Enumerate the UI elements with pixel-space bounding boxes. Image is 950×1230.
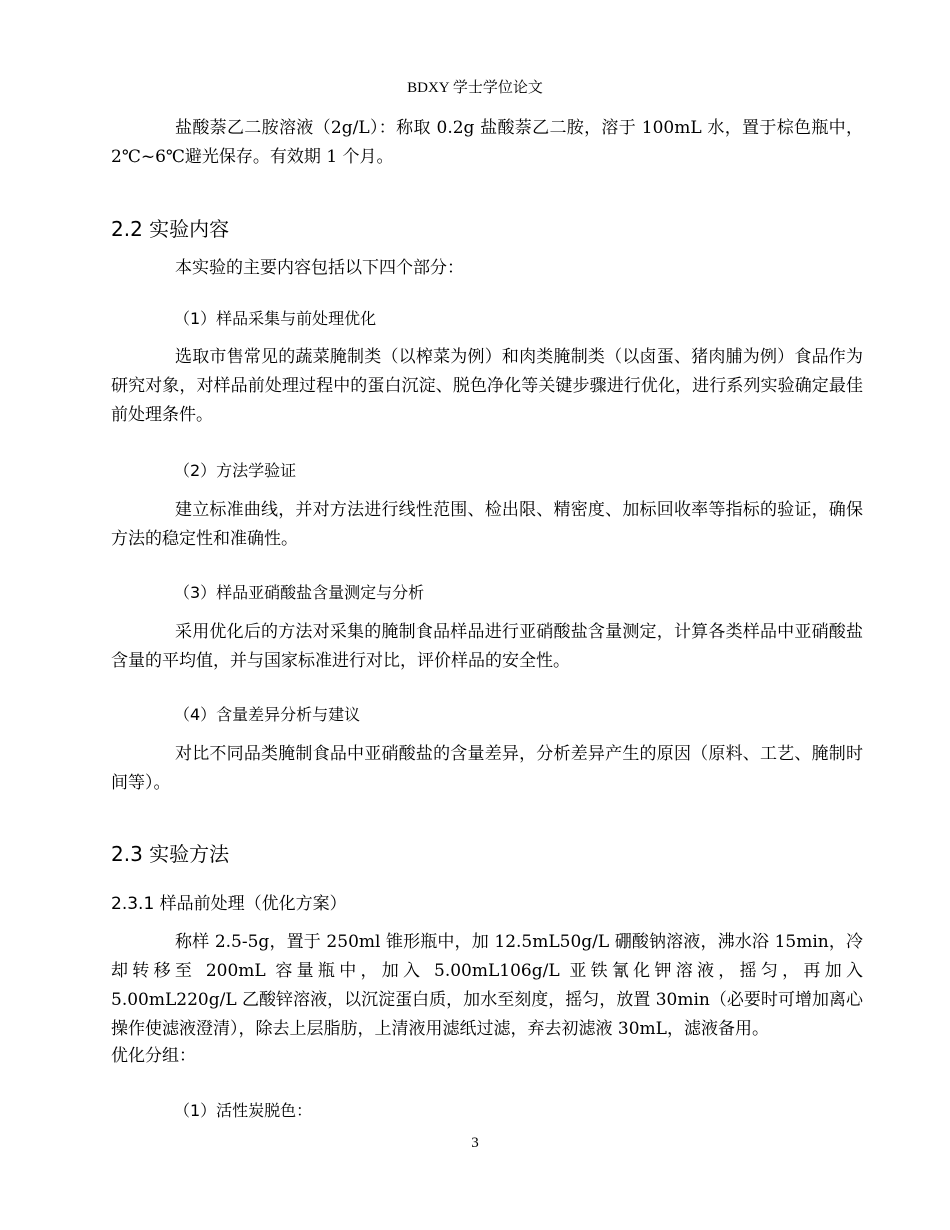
item-3-block xyxy=(111,618,863,676)
section-heading-2-2: 2.2 实验内容 xyxy=(111,217,230,241)
section-2-2-lead-block xyxy=(111,254,863,283)
item-4-title: （4）含量差异分析与建议 xyxy=(174,705,361,724)
item-2-text: 建立标准曲线，并对方法进行线性范围、检出限、精密度、加标回收率等指标的验证，确保方法的稳定性和准确性。 xyxy=(111,500,863,549)
page-header: BDXY 学士学位论文 xyxy=(407,80,543,96)
item-3-text: 采用优化后的方法对采集的腌制食品样品进行亚硝酸盐含量测定，计算各类样品中亚硝酸盐含量的平均值，并与国家标准进行对比，评价样品的安全性。 xyxy=(111,622,863,671)
item-3-title: （3）样品亚硝酸盐含量测定与分析 xyxy=(174,583,425,602)
subsection-heading-2-3-1: 2.3.1 样品前处理（优化方案） xyxy=(111,894,347,914)
method-item-1-title: （1）活性炭脱色： xyxy=(174,1101,313,1120)
section-2-2-lead: 本实验的主要内容包括以下四个部分： xyxy=(175,258,464,278)
item-1-title: （1）样品采集与前处理优化 xyxy=(174,309,377,328)
method-paragraph-tail: 优化分组： xyxy=(111,1046,196,1066)
intro-block xyxy=(111,114,863,172)
intro-paragraph: 盐酸萘乙二胺溶液（2g/L）：称取 0.2g 盐酸萘乙二胺，溶于 100mL 水，置于棕色瓶中，2℃~6℃避光保存。有效期 1 个月。 xyxy=(111,118,863,167)
item-4-text: 对比不同品类腌制食品中亚硝酸盐的含量差异，分析差异产生的原因（原料、工艺、腌制时间等）。 xyxy=(111,744,863,793)
section-heading-2-3: 2.3 实验方法 xyxy=(111,842,230,866)
method-paragraph: 称样 2.5-5g，置于 250ml 锥形瓶中，加 12.5mL50g/L 硼酸钠溶液，沸水浴 15min，冷却转移至 200mL 容量瓶中，加入 5.00mL106g/L 亚铁氰化钾溶液，摇匀，再加入 5.00mL220g/L 乙酸锌溶液，以沉淀蛋白质，加水至刻度，摇匀，放置 30min（必要时可增加离心操作使滤液澄清），除去上层脂肪，上清液用滤纸过滤，弃去初滤液 30mL，滤液备用。 xyxy=(111,932,863,1039)
item-4-block xyxy=(111,740,863,798)
item-2-title: （2）方法学验证 xyxy=(174,461,297,480)
page-number: 3 xyxy=(471,1135,479,1151)
item-2-block xyxy=(111,496,863,554)
item-1-block xyxy=(111,343,863,430)
method-block xyxy=(111,928,863,1068)
item-1-text: 选取市售常见的蔬菜腌制类（以榨菜为例）和肉类腌制类（以卤蛋、猪肉脯为例）食品作为研究对象，对样品前处理过程中的蛋白沉淀、脱色净化等关键步骤进行优化，进行系列实验确定最佳前处理条件。 xyxy=(111,347,863,425)
